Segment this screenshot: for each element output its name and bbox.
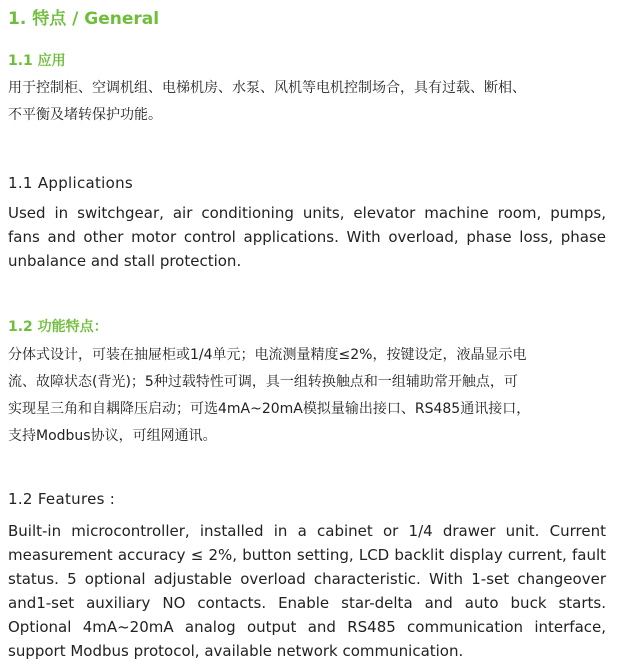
application-en-line-2: fans and other motor control applications. With overload, phase loss, phase bbox=[8, 228, 606, 246]
features-en-line-3: status. 5 optional adjustable overload characteristic. With 1-set changeover bbox=[8, 570, 606, 588]
application-cn-paragraph bbox=[8, 75, 606, 129]
application-cn-line-1: 用于控制柜、空调机组、电梯机房、水泵、风机等电机控制场合，具有过载、断相、 bbox=[8, 80, 526, 96]
features-cn-paragraph bbox=[8, 342, 606, 450]
features-cn-heading: 1.2 功能特点： bbox=[8, 319, 108, 335]
features-cn-line-2: 流、故障状态(背光)；5种过载特性可调，具一组转换触点和一组辅助常开触点，可 bbox=[8, 374, 518, 390]
features-en-heading: 1.2 Features : bbox=[8, 490, 116, 508]
section-title: 1. 特点 / General bbox=[8, 9, 160, 29]
features-cn-line-1: 分体式设计，可装在抽屉柜或1/4单元；电流测量精度≤2%，按键设定，液晶显示电 bbox=[8, 347, 527, 363]
features-cn-line-4: 支持Modbus协议，可组网通讯。 bbox=[8, 428, 217, 444]
features-en-line-5: Optional 4mA~20mA analog output and RS485 communication interface, bbox=[8, 618, 606, 636]
application-en-line-1: Used in switchgear, air conditioning units, elevator machine room, pumps, bbox=[8, 204, 606, 222]
features-en-line-2: measurement accuracy ≤ 2%, button setting, LCD backlit display current, fault bbox=[8, 546, 606, 564]
features-en-line-6: support Modbus protocol, available network communication. bbox=[8, 642, 464, 660]
application-cn-heading: 1.1 应用 bbox=[8, 53, 66, 69]
application-cn-line-2: 不平衡及堵转保护功能。 bbox=[8, 107, 162, 123]
application-en-line-3: unbalance and stall protection. bbox=[8, 252, 242, 270]
application-en-paragraph bbox=[8, 201, 606, 273]
features-en-line-4: and1-set auxiliary NO contacts. Enable star-delta and auto buck starts. bbox=[8, 594, 606, 612]
application-en-heading: 1.1 Applications bbox=[8, 174, 134, 192]
features-en-paragraph bbox=[8, 519, 606, 663]
features-en-line-1: Built-in microcontroller, installed in a cabinet or 1/4 drawer unit. Current bbox=[8, 522, 606, 540]
features-cn-line-3: 实现星三角和自耦降压启动；可选4mA~20mA模拟量输出接口、RS485通讯接口， bbox=[8, 401, 531, 417]
